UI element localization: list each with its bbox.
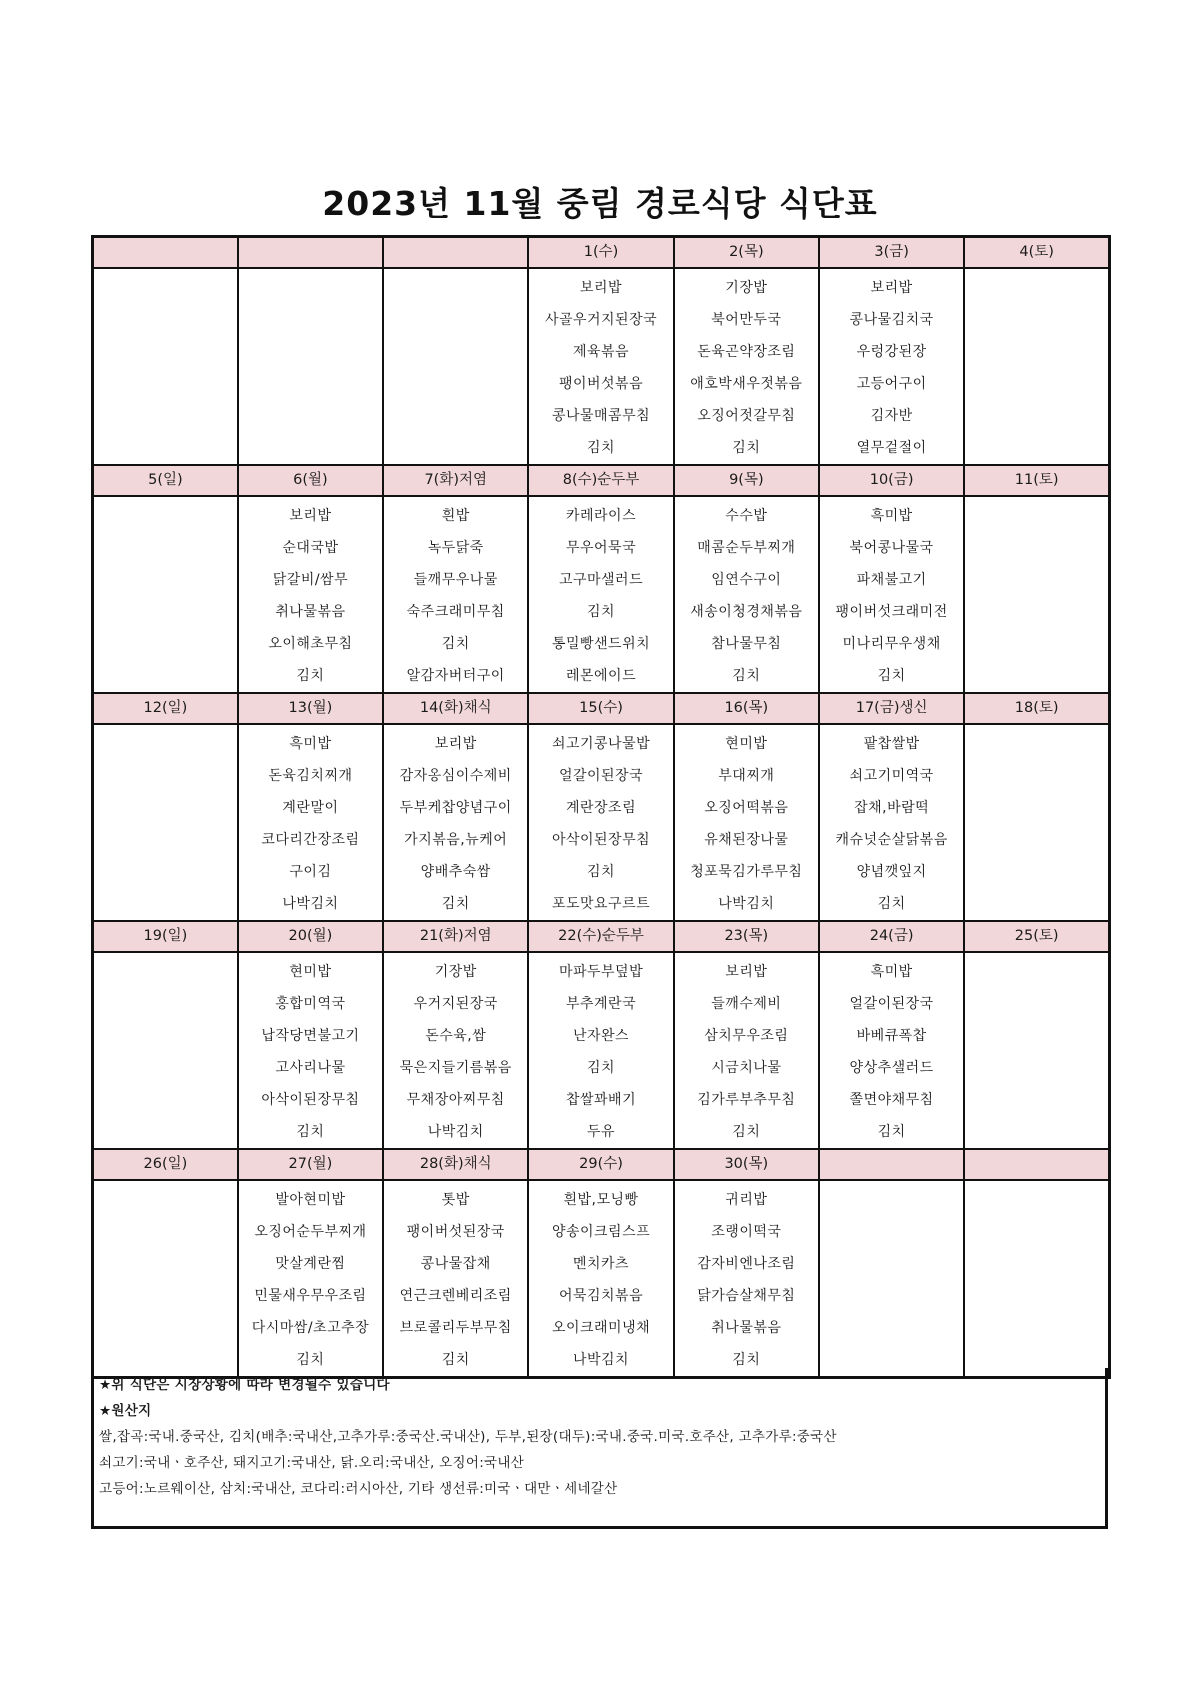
day-menu-cell <box>383 1180 528 1378</box>
day-label <box>238 237 383 269</box>
dish-item: 취나물볶음 <box>275 604 346 620</box>
dish-item: 민물새우무우조림 <box>254 1288 367 1304</box>
dish-item: 김가루부추무침 <box>697 1092 796 1108</box>
dish-item: 어묵김치볶음 <box>558 1288 644 1304</box>
day-menu-cell <box>674 724 819 921</box>
day-label: 25(토) <box>964 921 1109 952</box>
dish-item: 돈육김치찌개 <box>268 768 353 784</box>
dish-item: 들깨수제비 <box>711 996 782 1012</box>
day-label: 30(목) <box>674 1149 819 1180</box>
dish-item: 귀리밥 <box>725 1192 768 1208</box>
dish-item: 오이해초무침 <box>268 636 353 652</box>
day-label: 10(금) <box>819 465 964 496</box>
day-menu-cell <box>819 268 964 465</box>
day-menu-cell <box>528 952 673 1149</box>
day-label: 1(수) <box>528 237 673 269</box>
day-label <box>819 1149 964 1180</box>
meal-row <box>93 1180 1110 1378</box>
notes-section <box>91 1368 1108 1529</box>
dish-item: 양배추숙쌈 <box>420 864 491 880</box>
dish-item: 부추계란국 <box>565 996 637 1012</box>
day-menu-cell <box>528 1180 673 1378</box>
day-label: 7(화)저염 <box>383 465 528 496</box>
dish-item: 계란장조림 <box>565 800 637 816</box>
dish-item: 흰밥 <box>441 508 470 524</box>
dish-item: 현미밥 <box>725 736 768 752</box>
dish-item: 김치 <box>732 1352 761 1368</box>
dish-item: 애호박새우젓볶음 <box>690 376 803 392</box>
day-menu-cell <box>93 724 238 921</box>
dish-item: 제육볶음 <box>572 344 630 360</box>
dish-item: 바베큐폭찹 <box>856 1028 927 1044</box>
day-menu-cell <box>528 724 673 921</box>
dish-item: 참나물무침 <box>711 636 782 652</box>
dish-item: 유채된장나물 <box>704 832 789 848</box>
origin-line: 쌀,잡곡:국내.중국산, 김치(배추:국내산,고추가루:중국산.국내산), 두부,된장(대두):국내.중국.미국.호주산, 고추가루:중국산 <box>99 1429 837 1445</box>
dish-item: 숙주크래미무침 <box>406 604 505 620</box>
day-label: 22(수)순두부 <box>528 921 673 952</box>
dish-item: 보리밥 <box>580 280 623 296</box>
dish-item: 수수밥 <box>725 508 768 524</box>
dish-item: 두유 <box>587 1124 616 1140</box>
day-label: 4(토) <box>964 237 1109 269</box>
day-menu-cell <box>93 268 238 465</box>
dish-item: 돈육곤약장조림 <box>697 344 796 360</box>
day-label: 29(수) <box>528 1149 673 1180</box>
origin-line: 고등어:노르웨이산, 삼치:국내산, 코다리:러시아산, 기타 생선류:미국ㆍ대만ㆍ세네갈산 <box>99 1481 618 1497</box>
dish-item: 계란말이 <box>282 800 339 816</box>
dish-item: 연근크렌베리조림 <box>399 1288 512 1304</box>
dish-item: 난자완스 <box>572 1028 630 1044</box>
day-label: 9(목) <box>674 465 819 496</box>
day-menu-cell <box>964 952 1109 1149</box>
dish-item: 북어콩나물국 <box>849 540 934 556</box>
dish-item: 보리밥 <box>725 964 768 980</box>
day-menu-cell <box>93 952 238 1149</box>
day-menu-cell <box>819 952 964 1149</box>
day-menu-cell <box>674 952 819 1149</box>
dish-item: 감자옹심이수제비 <box>399 768 512 784</box>
dish-item: 아삭이된장무침 <box>551 832 651 848</box>
day-label <box>93 237 238 269</box>
day-menu-cell <box>383 268 528 465</box>
dish-item: 보리밥 <box>870 280 913 296</box>
day-menu-cell <box>819 724 964 921</box>
day-label: 2(목) <box>674 237 819 269</box>
day-menu-cell <box>674 1180 819 1378</box>
dish-item: 사골우거지된장국 <box>544 312 658 328</box>
dish-item: 가지볶음,뉴케어 <box>404 832 508 848</box>
day-label: 19(일) <box>93 921 238 952</box>
dish-item: 캐슈넛순살닭볶음 <box>835 832 948 848</box>
day-menu-cell <box>964 1180 1109 1378</box>
dish-item: 부대찌개 <box>718 768 775 784</box>
day-label: 15(수) <box>528 693 673 724</box>
day-label: 5(일) <box>93 465 238 496</box>
dish-item: 발아현미밥 <box>275 1192 346 1208</box>
dish-item: 들깨무우나물 <box>413 572 498 588</box>
day-menu-cell <box>528 496 673 693</box>
dish-item: 조랭이떡국 <box>711 1224 782 1240</box>
day-menu-cell <box>93 1180 238 1378</box>
dish-item: 흑미밥 <box>870 964 913 980</box>
dish-item: 김치 <box>877 1124 906 1140</box>
dish-item: 팽이버섯된장국 <box>406 1224 505 1240</box>
day-label: 13(월) <box>238 693 383 724</box>
dish-item: 김치 <box>441 896 470 912</box>
dish-item: 닭가슴살채무침 <box>697 1288 796 1304</box>
dish-item: 나박김치 <box>572 1352 630 1368</box>
dish-item: 파채불고기 <box>856 572 927 588</box>
day-header-row <box>93 237 1110 269</box>
change-notice: ★위 식단은 시장상황에 따라 변경될수 있습니다 <box>99 1377 390 1393</box>
origin-line: 쇠고기:국내ㆍ호주산, 돼지고기:국내산, 닭.오리:국내산, 오징어:국내산 <box>99 1455 525 1471</box>
dish-item: 납작당면불고기 <box>261 1028 360 1044</box>
dish-item: 나박김치 <box>427 1124 484 1140</box>
dish-item: 김치 <box>296 668 325 684</box>
day-label: 16(목) <box>674 693 819 724</box>
day-label: 14(화)채식 <box>383 693 528 724</box>
dish-item: 무채장아찌무침 <box>406 1092 505 1108</box>
day-menu-cell <box>674 268 819 465</box>
meal-row <box>93 496 1110 693</box>
dish-item: 닭갈비/쌈무 <box>272 572 349 588</box>
day-menu-cell <box>383 724 528 921</box>
dish-item: 고등어구이 <box>856 376 927 392</box>
menu-calendar-table <box>91 235 1111 1379</box>
dish-item: 김치 <box>441 636 470 652</box>
dish-item: 고사리나물 <box>275 1060 346 1076</box>
dish-item: 아삭이된장무침 <box>261 1092 360 1108</box>
day-label: 21(화)저염 <box>383 921 528 952</box>
dish-item: 임연수구이 <box>711 572 782 588</box>
day-label: 12(일) <box>93 693 238 724</box>
day-label: 23(목) <box>674 921 819 952</box>
day-label: 8(수)순두부 <box>528 465 673 496</box>
dish-item: 쫄면야채무침 <box>849 1092 934 1108</box>
dish-item: 콩나물매콤무침 <box>551 408 651 424</box>
day-menu-cell <box>383 496 528 693</box>
day-header-row <box>93 465 1110 496</box>
origin-heading: ★원산지 <box>99 1403 152 1419</box>
dish-item: 김치 <box>587 604 616 620</box>
dish-item: 흑미밥 <box>289 736 332 752</box>
day-header-row <box>93 1149 1110 1180</box>
dish-item: 보리밥 <box>434 736 477 752</box>
dish-item: 팽이버섯크래미전 <box>835 604 948 620</box>
dish-item: 묵은지들기름볶음 <box>399 1060 512 1076</box>
dish-item: 콩나물김치국 <box>849 312 934 328</box>
dish-item: 새송이청경채볶음 <box>690 604 803 620</box>
day-label: 27(월) <box>238 1149 383 1180</box>
dish-item: 시금치나물 <box>711 1060 782 1076</box>
dish-item: 청포묵김가루무침 <box>690 864 803 880</box>
dish-item: 오징어젓갈무침 <box>697 408 796 424</box>
dish-item: 쇠고기콩나물밥 <box>551 736 651 752</box>
dish-item: 흰밥,모닝빵 <box>563 1192 639 1208</box>
dish-item: 무우어묵국 <box>565 540 637 556</box>
dish-item: 취나물볶음 <box>711 1320 782 1336</box>
dish-item: 마파두부덮밥 <box>558 964 644 980</box>
dish-item: 김치 <box>732 668 761 684</box>
day-menu-cell <box>238 268 383 465</box>
dish-item: 오이크래미냉채 <box>551 1320 651 1336</box>
dish-item: 김치 <box>296 1352 325 1368</box>
dish-item: 얼갈이된장국 <box>558 768 644 784</box>
day-menu-cell <box>964 496 1109 693</box>
dish-item: 보리밥 <box>289 508 332 524</box>
dish-item: 얼갈이된장국 <box>849 996 934 1012</box>
dish-item: 포도맛요구르트 <box>551 896 651 912</box>
day-label: 6(월) <box>238 465 383 496</box>
dish-item: 김치 <box>296 1124 325 1140</box>
dish-item: 김치 <box>441 1352 470 1368</box>
dish-item: 통밀빵샌드위치 <box>551 636 651 652</box>
dish-item: 레몬에이드 <box>565 668 637 684</box>
day-header-row <box>93 921 1110 952</box>
dish-item: 감자비엔나조림 <box>697 1256 796 1272</box>
dish-item: 쇠고기미역국 <box>849 768 934 784</box>
day-menu-cell <box>238 1180 383 1378</box>
dish-item: 톳밥 <box>441 1192 470 1208</box>
dish-item: 나박김치 <box>282 896 339 912</box>
dish-item: 나박김치 <box>718 896 775 912</box>
day-label: 11(토) <box>964 465 1109 496</box>
day-menu-cell <box>238 724 383 921</box>
day-menu-cell <box>674 496 819 693</box>
dish-item: 카레라이스 <box>565 508 637 524</box>
dish-item: 찹쌀꽈배기 <box>565 1092 637 1108</box>
day-label: 18(토) <box>964 693 1109 724</box>
dish-item: 양송이크림스프 <box>551 1224 651 1240</box>
day-header-row <box>93 693 1110 724</box>
dish-item: 콩나물잡채 <box>420 1256 491 1272</box>
dish-item: 열무겉절이 <box>856 440 927 456</box>
day-menu-cell <box>238 496 383 693</box>
dish-item: 삼치무우조림 <box>704 1028 789 1044</box>
dish-item: 다시마쌈/초고추장 <box>251 1320 370 1336</box>
dish-item: 김치 <box>587 440 616 456</box>
day-menu-cell <box>964 268 1109 465</box>
dish-item: 두부케찹양념구이 <box>399 800 512 816</box>
day-label <box>964 1149 1109 1180</box>
dish-item: 녹두닭죽 <box>427 540 484 556</box>
dish-item: 양상추샐러드 <box>849 1060 934 1076</box>
day-menu-cell <box>528 268 673 465</box>
dish-item: 홍합미역국 <box>275 996 346 1012</box>
dish-item: 김치 <box>877 896 906 912</box>
dish-item: 김치 <box>732 440 761 456</box>
dish-item: 오징어떡볶음 <box>704 800 789 816</box>
day-label: 17(금)생신 <box>819 693 964 724</box>
day-label: 3(금) <box>819 237 964 269</box>
page-title: 2023년 11월 중림 경로식당 식단표 <box>322 184 878 223</box>
dish-item: 팥찹쌀밥 <box>863 736 920 752</box>
dish-item: 김치 <box>732 1124 761 1140</box>
day-label: 28(화)채식 <box>383 1149 528 1180</box>
day-menu-cell <box>383 952 528 1149</box>
dish-item: 코다리간장조림 <box>261 832 360 848</box>
dish-item: 김자반 <box>870 408 913 424</box>
dish-item: 매콤순두부찌개 <box>697 540 796 556</box>
dish-item: 김치 <box>587 864 616 880</box>
day-menu-cell <box>93 496 238 693</box>
dish-item: 기장밥 <box>434 964 477 980</box>
meal-row <box>93 724 1110 921</box>
dish-item: 김치 <box>587 1060 616 1076</box>
dish-item: 팽이버섯볶음 <box>558 376 644 392</box>
dish-item: 우거지된장국 <box>413 996 498 1012</box>
dish-item: 기장밥 <box>725 280 768 296</box>
day-label <box>383 237 528 269</box>
dish-item: 맛살계란찜 <box>275 1256 346 1272</box>
day-menu-cell <box>819 496 964 693</box>
dish-item: 잡채,바람떡 <box>854 800 930 816</box>
dish-item: 순대국밥 <box>282 540 339 556</box>
dish-item: 고구마샐러드 <box>558 572 644 588</box>
dish-item: 우렁강된장 <box>856 344 927 360</box>
day-menu-cell <box>238 952 383 1149</box>
dish-item: 멘치카츠 <box>572 1256 630 1272</box>
dish-item: 오징어순두부찌개 <box>254 1224 367 1240</box>
meal-row <box>93 952 1110 1149</box>
dish-item: 양념깻잎지 <box>856 864 927 880</box>
dish-item: 현미밥 <box>289 964 332 980</box>
dish-item: 흑미밥 <box>870 508 913 524</box>
dish-item: 구이김 <box>289 864 332 880</box>
day-menu-cell <box>819 1180 964 1378</box>
day-label: 24(금) <box>819 921 964 952</box>
dish-item: 알감자버터구이 <box>406 668 505 684</box>
day-label: 20(월) <box>238 921 383 952</box>
dish-item: 돈수육,쌈 <box>425 1028 487 1044</box>
dish-item: 북어만두국 <box>711 312 782 328</box>
dish-item: 브로콜리두부무침 <box>399 1320 512 1336</box>
dish-item: 미나리무우생채 <box>842 636 941 652</box>
day-menu-cell <box>964 724 1109 921</box>
day-label: 26(일) <box>93 1149 238 1180</box>
dish-item: 김치 <box>877 668 906 684</box>
meal-row <box>93 268 1110 465</box>
